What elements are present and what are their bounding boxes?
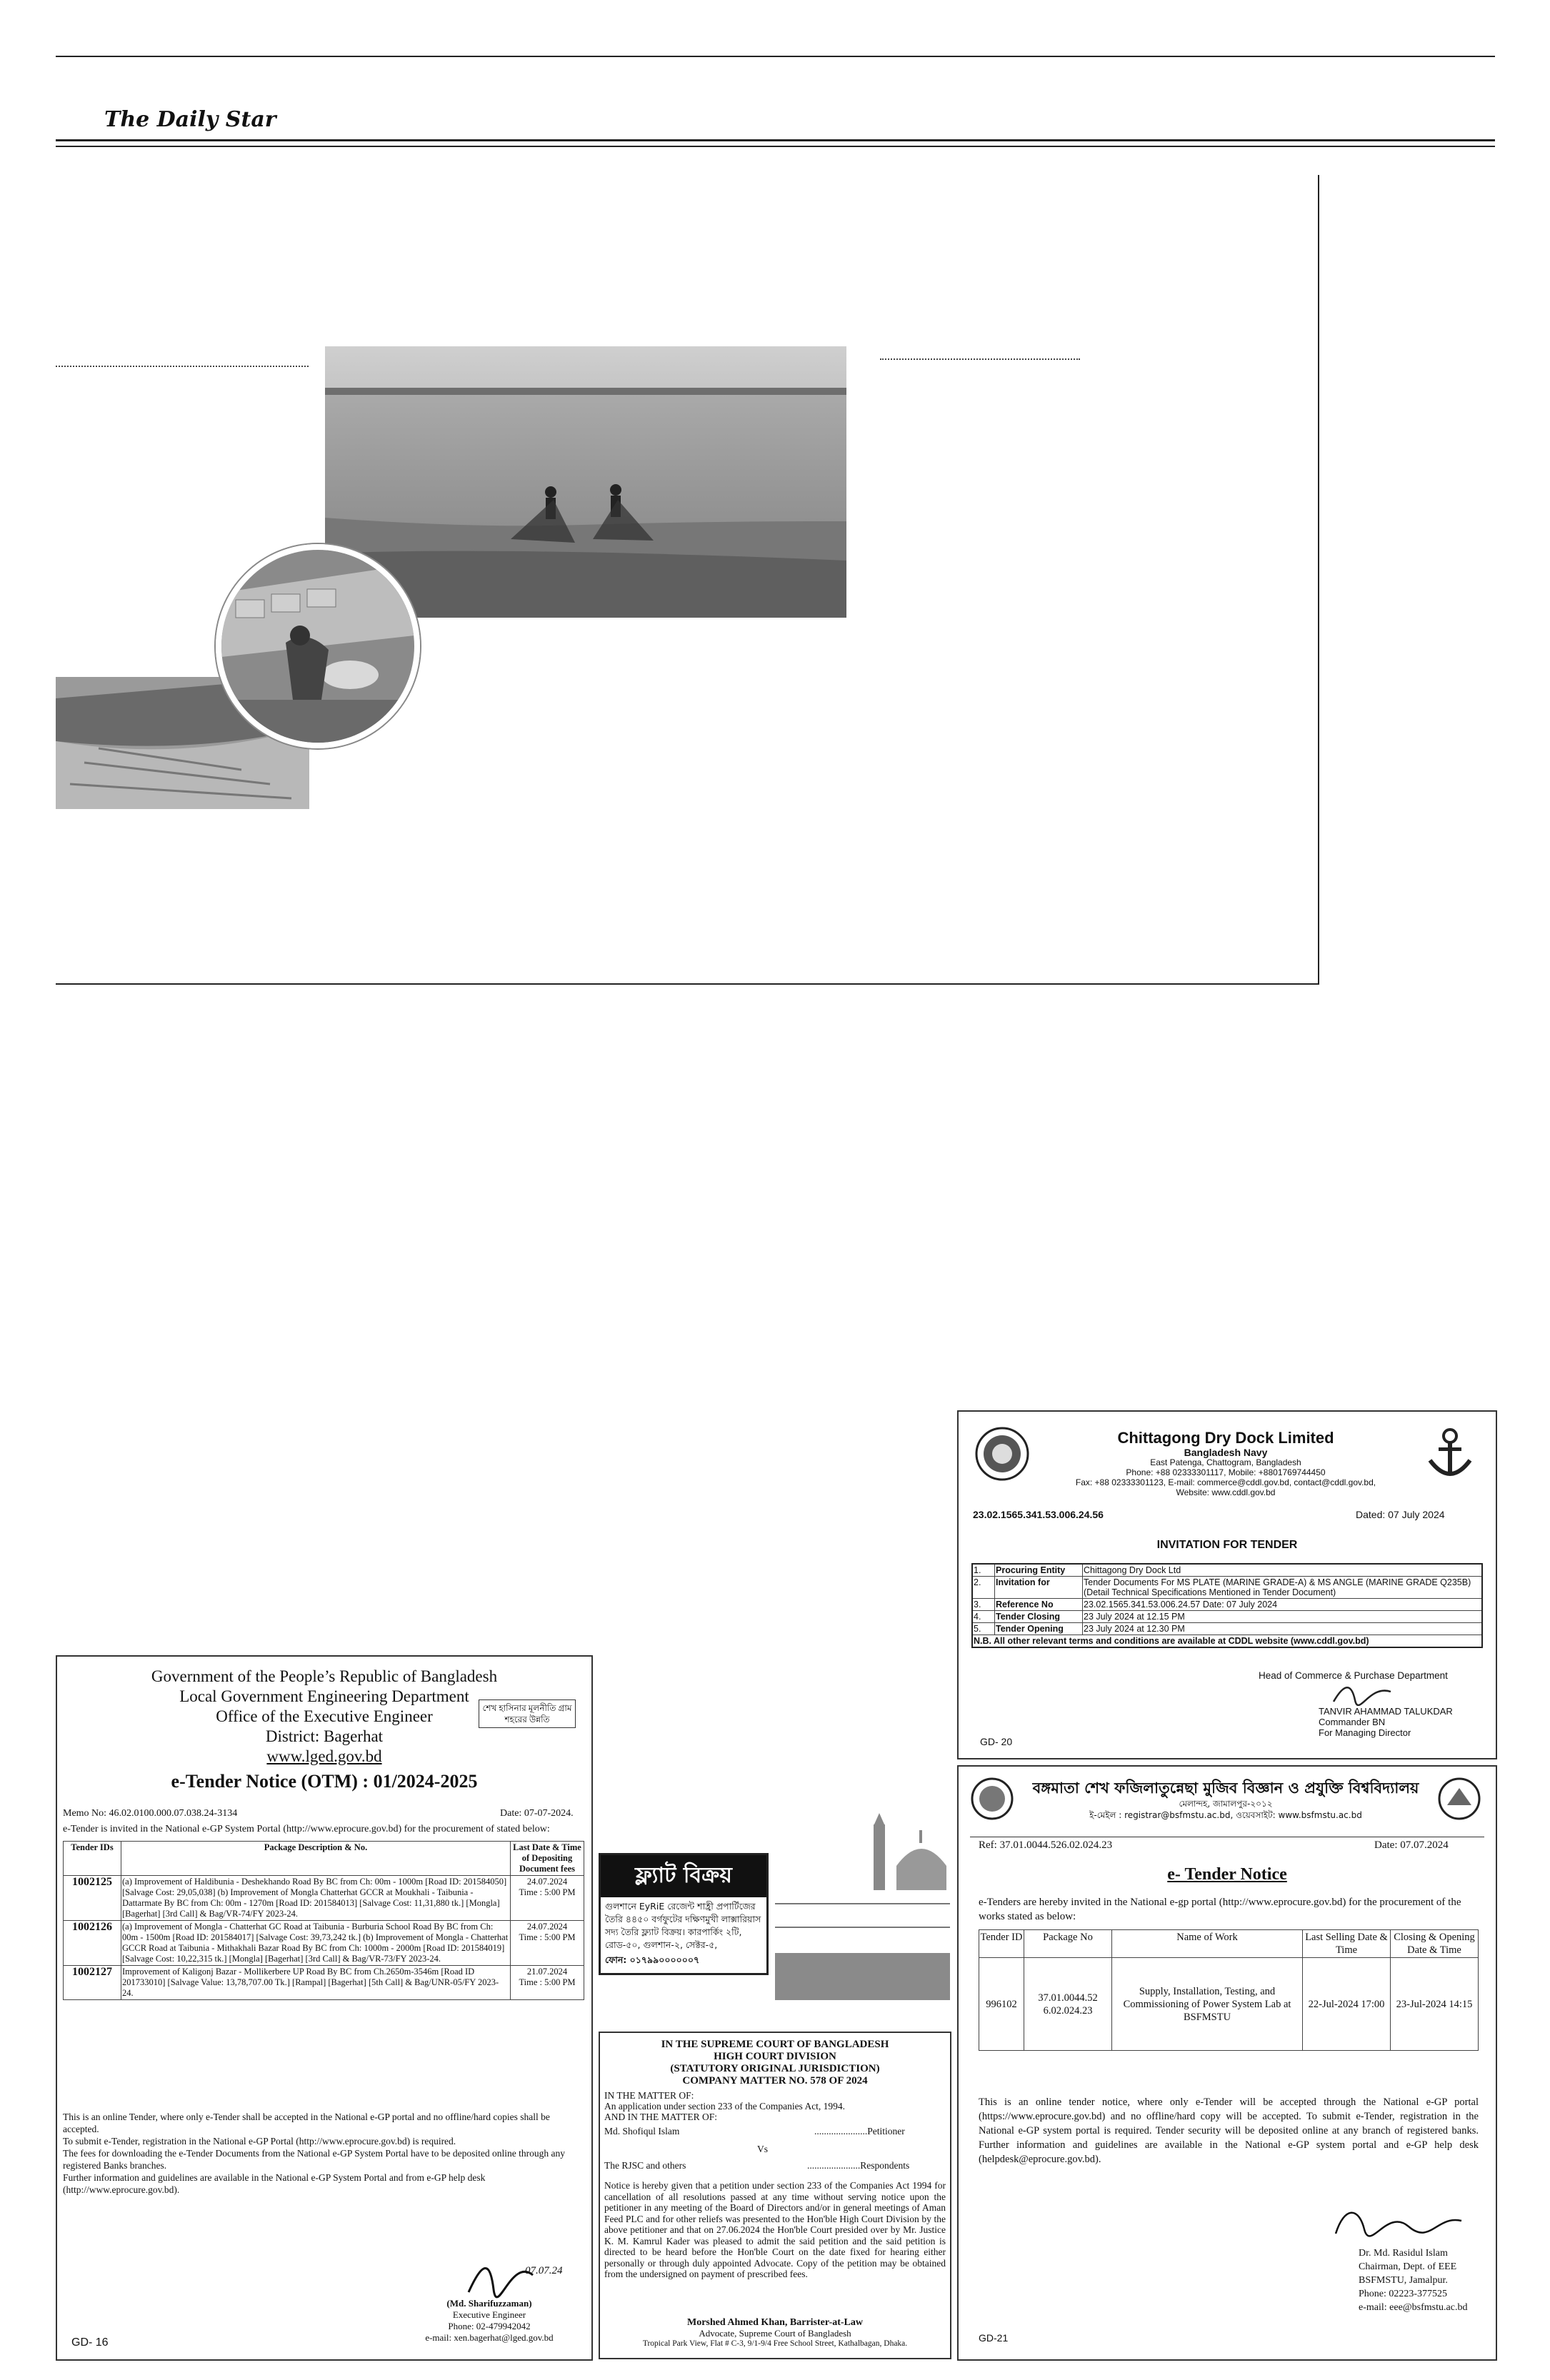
table-row — [972, 1577, 1482, 1599]
court-vs: Vs — [757, 2144, 769, 2154]
cddl-date: Dated: 07 July 2024 — [1356, 1509, 1445, 1520]
bsf-package-no: 37.01.0044.52 6.02.024.23 — [1024, 1958, 1112, 2051]
cddl-sign-name: TANVIR AHAMMAD TALUKDAR — [1319, 1706, 1453, 1717]
court-line-4: COMPANY MATTER NO. 578 OF 2024 — [682, 2075, 868, 2087]
court-sig-2: Advocate, Supreme Court of Bangladesh — [699, 2328, 851, 2339]
bsfmstu-signature — [1330, 2201, 1466, 2244]
package-desc: Improvement of Kaligonj Bazar - Mollikerbere UP Road By BC from Ch.2650m-3546m [Road ID 201733010] [Salvage Value: 13,78,707.00 Tk.] [Rampal] [Bagerhat] [5th Call] & Bag/UNR-05/FY 2023-24. — [121, 1966, 511, 2000]
lged-tender-notice — [56, 1655, 593, 2361]
lged-footnotes — [63, 2111, 584, 2196]
deadline-time: Time : 5:00 PM — [519, 1932, 576, 1942]
table-row — [64, 1876, 584, 1921]
bsfmstu-intro: e-Tenders are hereby invited in the National e-gp portal (http://www.eprocure.gov.bd) for the procurement of the works stated as below: — [979, 1897, 1461, 1922]
bsf-th-package: Package No — [1024, 1930, 1112, 1958]
bsf-work-name: Supply, Installation, Testing, and Commissioning of Power System Lab at BSFMSTU — [1112, 1958, 1303, 2051]
cddl-website[interactable]: Website: www.cddl.gov.bd — [1176, 1487, 1276, 1497]
table-row — [979, 1958, 1479, 2051]
cddl-phone: Phone: +88 02333301117, Mobile: +8801769744450 — [1126, 1467, 1326, 1477]
lged-stamp: শেখ হাসিনার মূলনীতি গ্রাম শহরের উন্নতি — [479, 1699, 576, 1728]
cddl-row-no: 4. — [972, 1611, 995, 1623]
cddl-row-label: Invitation for — [995, 1577, 1083, 1599]
flat-sale-ad — [599, 1853, 769, 1975]
table-row — [972, 1599, 1482, 1611]
lged-th-desc: Package Description & No. — [121, 1842, 511, 1876]
lged-foot-2: To submit e-Tender, registration in the National e-GP Portal (http://www.eprocure.gov.bd) is required. — [63, 2136, 456, 2146]
inset-photo — [216, 544, 420, 748]
lged-foot-1: This is an online Tender, where only e-Tender shall be accepted in the National e-GP portal and no offline/hard copies shall be accepted. — [63, 2112, 550, 2134]
court-matter-1: IN THE MATTER OF: — [604, 2090, 694, 2101]
court-sig-3: Tropical Park View, Flat # C-3, 9/1-9/4 Free School Street, Kathalbagan, Dhaka. — [642, 2339, 908, 2348]
bsf-selling-date: 22-Jul-2024 17:00 — [1303, 1958, 1391, 2051]
lged-sig-name: (Md. Sharifuzzaman) — [446, 2298, 532, 2309]
bsf-sig-email[interactable]: e-mail: eee@bsfmstu.ac.bd — [1359, 2302, 1468, 2313]
bsfmstu-contact: ই-মেইল : registrar@bsfmstu.ac.bd, ওয়েবসাইট: www.bsfmstu.ac.bd — [1089, 1810, 1362, 1820]
story-bottom-border — [56, 983, 1319, 985]
cddl-code: GD- 20 — [980, 1736, 1013, 1747]
bsf-closing-date: 23-Jul-2024 14:15 — [1391, 1958, 1479, 2051]
table-row — [64, 1921, 584, 1966]
deadline-date: 24.07.2024 — [526, 1877, 568, 1887]
navy-anchor-icon — [1421, 1425, 1479, 1483]
lged-web-link[interactable]: www.lged.gov.bd — [266, 1747, 382, 1765]
mosque-rule-1 — [775, 1903, 950, 1904]
river-photo — [325, 346, 846, 618]
lged-memo: Memo No: 46.02.0100.000.07.038.24-3134 — [63, 1808, 238, 1819]
dotted-rule-right — [880, 358, 1080, 360]
bsfmstu-date: Date: 07.07.2024 — [1374, 1839, 1449, 1851]
bsf-th-closing: Closing & Opening Date & Time — [1391, 1930, 1479, 1958]
lged-th-date: Last Date & Time of Depositing Document fees — [511, 1842, 584, 1876]
lged-code: GD- 16 — [71, 2336, 109, 2349]
bsf-tender-id: 996102 — [979, 1958, 1024, 2051]
cddl-row-no: 1. — [972, 1564, 995, 1577]
package-desc: (a) Improvement of Mongla - Chatterhat GC Road at Taibunia - Burburia School Road By BC from Ch: 00m - 1500m [Road ID: 201584017] [Salvage Cost: 39,73,242 tk.] (b) Improvement of Mongla - Chatterhat GCCR Road at Taibunia - Mithakhali Bazar Road By BC from Ch: 1000m - 2000m [Road ID: 201584019] [Salvage Cost: 10,22,315 tk.] [Mongla] [Bagerhat] [3rd Call] & Bag/VR-73/FY 2023-24. — [121, 1921, 511, 1966]
court-petitioner: Md. Shofiqul Islam — [604, 2126, 680, 2137]
cddl-title: Chittagong Dry Dock Limited — [1117, 1429, 1334, 1447]
cddl-tender-notice — [957, 1410, 1497, 1759]
table-row — [972, 1564, 1482, 1577]
cddl-sign-rank: Commander BN — [1319, 1717, 1386, 1727]
court-petitioner-role: ......................Petitioner — [814, 2126, 905, 2137]
cddl-row-value: 23 July 2024 at 12.15 PM — [1083, 1611, 1483, 1623]
flat-phone: ফোন: ০১৭৯৯০০০০০০৭ — [605, 1954, 700, 1965]
lged-tender-table — [63, 1841, 584, 2000]
bsf-sig-org: BSFMSTU, Jamalpur. — [1359, 2275, 1448, 2286]
cddl-signature — [1330, 1682, 1394, 1706]
table-row — [64, 1966, 584, 2000]
lged-sig-email[interactable]: e-mail: xen.bagerhat@lged.gov.bd — [425, 2332, 554, 2343]
cddl-head-line: Head of Commerce & Purchase Department — [1259, 1670, 1448, 1681]
dotted-rule-left — [56, 366, 309, 367]
bsfmstu-place: মেলান্দহ, জামালপুর-২০১২ — [1179, 1799, 1273, 1809]
lged-date: Date: 07-07-2024. — [500, 1808, 574, 1819]
lged-sig-title: Executive Engineer — [452, 2309, 526, 2320]
table-row — [972, 1611, 1482, 1623]
flat-heading: ফ্ল্যাট বিক্রয় — [601, 1855, 766, 1897]
masthead-rule-2 — [56, 146, 1495, 147]
deadline-date: 21.07.2024 — [526, 1967, 568, 1977]
lged-intro: e-Tender is invited in the National e-GP System Portal (http://www.eprocure.gov.bd) for the procurement of stated below: — [63, 1824, 550, 1834]
tender-id: 1002127 — [64, 1966, 121, 2000]
lged-sig-phone: Phone: 02-479942042 — [448, 2321, 531, 2331]
mosque-rule-2 — [775, 1927, 950, 1928]
court-body: Notice is hereby given that a petition under section 233 of the Companies Act 1994 for cancellation of all resolutions passed at any time without serving notice upon the petitioner in any meeting of the Board of Directors and/or in general meetings of Aman Feed PLC and for other reliefs was presented to the Hon'ble High Court Division by the above petitioner and that on 27.06.2024 the Hon'ble Court presided over by Mr. Justice K. M. Kamrul Kader was pleased to admit the said petition and the said petition is directed to be heard before the Hon'ble Court on the date fixed for hearing either personally or through duly appointed Advocate. Copy of the petition may be obtained from the undersigned on payment of prescribed fees. — [604, 2180, 946, 2279]
cddl-nb: N.B. All other relevant terms and conditions are available at CDDL website (www.cddl.gov.bd) — [972, 1635, 1482, 1648]
package-desc: (a) Improvement of Haldibunia - Deshekhando Road By BC from Ch: 00m - 1000m [Road ID: 201584050] [Salvage Cost: 29,05,038] (b) Improvement of Mongla Chatterhat GCCR at Moukhali - Taibunia - Dattarmate By BC from Ch: 00m - 1270m [Road ID: 201584013] [Salvage Cost: 11,31,880 tk.] [Mongla] [Bagerhat] [3rd Call] & Bag/VR-74/FY 2023-24. — [121, 1876, 511, 1921]
bsfmstu-footer: This is an online tender notice, where only e-Tender will be accepted through the National e-GP portal (https://www.eprocure.gov.bd) and no offline/hard copy will be accepted. To submit e-Tender, registration in the National e-GP system portal is required. Tender security will be deposited online at any branch of registered banks. Further information and guidelines are available in the National e-GP system portal and e-GP help desk (helpdesk@eprocure.gov.bd). — [979, 2097, 1479, 2165]
story-right-border — [1318, 175, 1319, 983]
bsf-th-work: Name of Work — [1112, 1930, 1303, 1958]
cddl-row-value: 23.02.1565.341.53.006.24.57 Date: 07 July 2024 — [1083, 1599, 1483, 1611]
flat-body: গুলশানে EyRiE রেজেন্ট শাহ্রী প্রপার্টিজের তৈরি ৪৪৫০ বর্গফুটের দক্ষিণমুখী লাক্সারিয়াস সদ্য তৈরি ফ্ল্যাট বিক্রয়। কারপার্কিং ২টি, রোড-৫০, গুলশান-২, সেক্টর-৫, — [605, 1901, 761, 1950]
cddl-row-label: Tender Closing — [995, 1611, 1083, 1623]
court-sig: Morshed Ahmed Khan, Barrister-at-Law — [686, 2317, 864, 2328]
cddl-row-no: 5. — [972, 1623, 995, 1635]
bsf-sig-title: Chairman, Dept. of EEE — [1359, 2261, 1457, 2272]
cddl-fax: Fax: +88 02333301123, E-mail: commerce@cddl.gov.bd, contact@cddl.gov.bd, — [1075, 1477, 1376, 1487]
tender-id: 1002126 — [64, 1921, 121, 1966]
cddl-table — [971, 1563, 1483, 1648]
court-matter-1b: An application under section 233 of the Companies Act, 1994. — [604, 2101, 846, 2112]
deadline-time: Time : 5:00 PM — [519, 1977, 576, 1987]
lged-foot-4: Further information and guidelines are available in the National e-GP System Portal and from e-GP help desk (http://www.eprocure.gov.bd). — [63, 2172, 486, 2195]
lged-dept-line: Local Government Engineering Department — [179, 1687, 469, 1705]
bsfmstu-table — [979, 1929, 1479, 2051]
cddl-heading: INVITATION FOR TENDER — [1156, 1539, 1298, 1551]
lged-title: e-Tender Notice (OTM) : 01/2024-2025 — [171, 1771, 478, 1792]
court-matter-2: AND IN THE MATTER OF: — [604, 2112, 717, 2122]
cddl-row-value: 23 July 2024 at 12.30 PM — [1083, 1623, 1483, 1635]
mosque-icon — [861, 1810, 954, 1903]
bsfmstu-name: বঙ্গমাতা শেখ ফজিলাতুন্নেছা মুজিব বিজ্ঞান ও প্রযুক্তি বিশ্ববিদ্যালয় — [1032, 1779, 1419, 1797]
cddl-ref: 23.02.1565.341.53.006.24.56 — [973, 1509, 1104, 1520]
court-notice — [599, 2032, 951, 2359]
lged-signature-date: 07.07.24 — [525, 2265, 563, 2276]
cddl-row-value: Tender Documents For MS PLATE (MARINE GRADE-A) & MS ANGLE (MARINE GRADE Q235B) (Detail Technical Specifications Mentioned in Tender Document) — [1083, 1577, 1483, 1599]
lged-district-line: District: Bagerhat — [265, 1727, 384, 1745]
lged-foot-3: The fees for downloading the e-Tender Documents from the National e-GP System Portal have to be deposited online through any registered Banks branches. — [63, 2148, 565, 2171]
bsfmstu-tender-notice — [957, 1765, 1497, 2361]
bsfmstu-title: e- Tender Notice — [1167, 1865, 1287, 1884]
bsfmstu-emblem-icon — [1437, 1777, 1481, 1821]
bsfmstu-code: GD-21 — [979, 2332, 1009, 2344]
masthead-rule-1 — [56, 139, 1495, 141]
cddl-address: East Patenga, Chattogram, Bangladesh — [1150, 1457, 1301, 1467]
cddl-sub: Bangladesh Navy — [1184, 1447, 1268, 1458]
bsfmstu-ref: Ref: 37.01.0044.526.02.024.23 — [979, 1839, 1113, 1851]
bsf-sig-phone: Phone: 02223-377525 — [1359, 2289, 1448, 2299]
mosque-banner — [775, 1953, 950, 2000]
cddl-row-label: Reference No — [995, 1599, 1083, 1611]
masthead-logo: The Daily Star — [104, 107, 276, 132]
cddl-row-value: Chittagong Dry Dock Ltd — [1083, 1564, 1483, 1577]
bsf-th-id: Tender ID — [979, 1930, 1024, 1958]
court-line-2: HIGH COURT DIVISION — [714, 2051, 836, 2062]
lged-gov-line: Government of the People’s Republic of Bangladesh — [151, 1667, 498, 1685]
tender-id: 1002125 — [64, 1876, 121, 1921]
lged-office-line: Office of the Executive Engineer — [216, 1707, 433, 1725]
bsfmstu-logo-icon — [970, 1777, 1014, 1821]
cddl-row-label: Tender Opening — [995, 1623, 1083, 1635]
cddl-row-no: 3. — [972, 1599, 995, 1611]
court-line-3: (STATUTORY ORIGINAL JURISDICTION) — [670, 2063, 880, 2074]
court-line-1: IN THE SUPREME COURT OF BANGLADESH — [661, 2039, 889, 2050]
cddl-logo-icon — [974, 1426, 1030, 1482]
bsf-th-selling: Last Selling Date & Time — [1303, 1930, 1391, 1958]
bsf-sig-name: Dr. Md. Rasidul Islam — [1359, 2248, 1448, 2259]
cddl-row-label: Procuring Entity — [995, 1564, 1083, 1577]
table-row — [972, 1623, 1482, 1635]
deadline-date: 24.07.2024 — [526, 1922, 568, 1932]
deadline-time: Time : 5:00 PM — [519, 1887, 576, 1897]
court-respondent: The RJSC and others — [604, 2160, 686, 2171]
top-rule — [56, 56, 1495, 57]
cddl-sign-for: For Managing Director — [1319, 1727, 1411, 1738]
court-respondent-role: ......................Respondents — [807, 2160, 910, 2171]
lged-th-id: Tender IDs — [64, 1842, 121, 1876]
cddl-row-no: 2. — [972, 1577, 995, 1599]
